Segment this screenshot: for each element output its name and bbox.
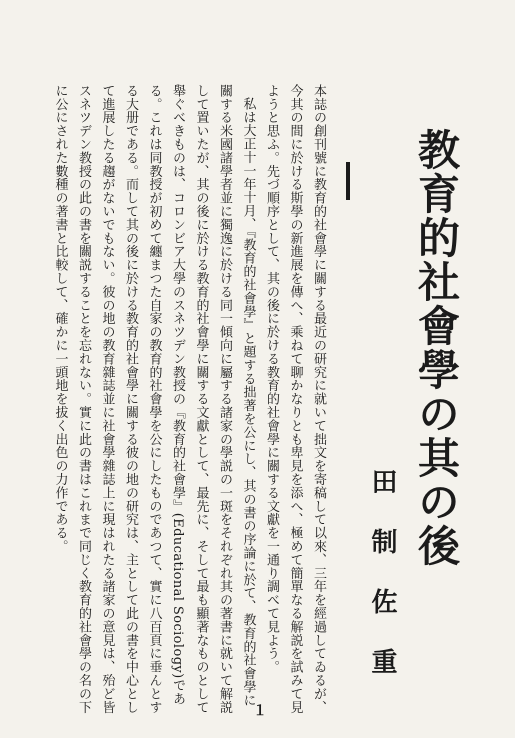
article-body: [50, 84, 330, 714]
section-number-mark: [346, 162, 350, 200]
section-number: [336, 162, 360, 202]
paragraph-1: 本誌の創刊號に教育的社會學に關する最近の研究に就いて拙文を寄稿して以來、三年を經過してゐるが、今其の間に於ける斯學の新進展を傳へ、乘ねて聊かなりとも卑見を添へ、極めて簡單なる解説を試みて見ようと思ふ。先づ順序として、其の後に於ける教育的社會學に關する文獻を一通り調べて見よう。: [264, 84, 326, 714]
article-title: 教育的社會學の其の後: [412, 128, 461, 568]
article-author: 田制佐重: [367, 468, 397, 708]
page-number: １: [253, 703, 267, 719]
paragraph-2: 私は大正十一年十月、『教育的社會學』と題する拙著を公にし、其の書の序論に於て、教育的社會學に關する米國諸學者並に獨逸に於ける同一傾向に屬する諸家の學説の一斑をそれぞれ其の著書に就いて解説して置いたが、其の後に於ける教育的社會學に關する文獻として、最先に、そして最も顯著なものとして舉ぐべきものは、コロンビア大學のスネツデン教授の『教育的社會學』(Educational Sociology)である。これは同教授が初めて纏まつた自家の教育的社會學を公にしたものであつて、實に八百頁に垂んとする大册である。而して其の後に於ける教育的社會學に關する彼の地の研究は、主として此の書を中心として進展したる趨がないでもない。彼の地の教育雜誌並に社會學雜誌上に現はれたる諸家の意見は、殆ど皆スネツデン教授の此の書を關説することを忘れない。實に此の書はこれまで同じく教育的社會學の名の下に公にされた數種の著書と比較して、確かに一頭地を拔く出色の力作である。: [52, 84, 256, 714]
